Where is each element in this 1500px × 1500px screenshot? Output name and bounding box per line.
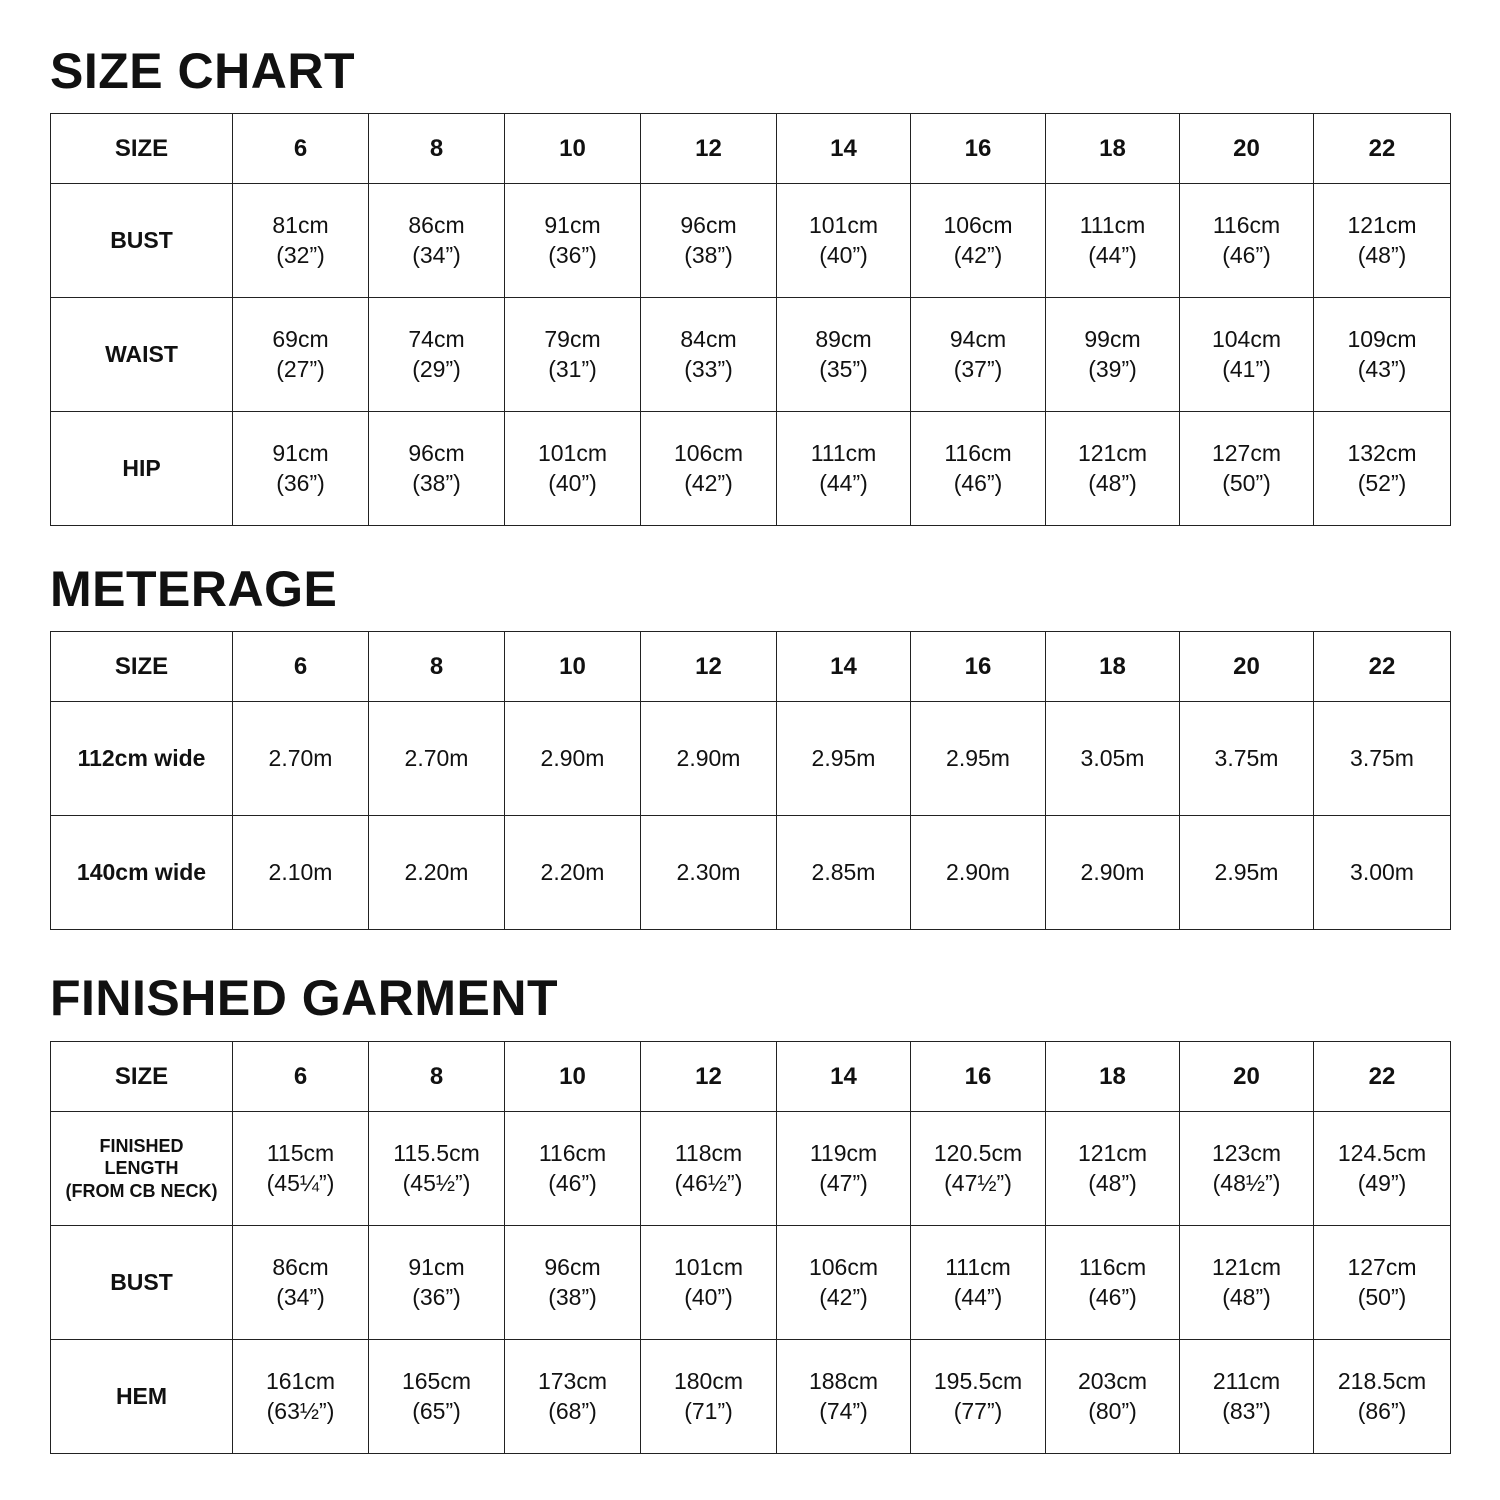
meterage-cell: 2.70m: [369, 702, 505, 816]
inch-value: (44”): [1088, 241, 1137, 268]
inch-value: (38”): [684, 241, 733, 268]
cm-value: 119cm: [809, 1139, 878, 1166]
cm-value: 101cm: [808, 211, 879, 238]
table-row: [51, 1340, 1451, 1454]
cm-value: 86cm: [408, 211, 465, 238]
measurement-cell: [777, 1112, 911, 1226]
inch-value: (38”): [548, 1283, 597, 1310]
meterage-cell: 2.10m: [233, 816, 369, 930]
measurement-cell: [1180, 412, 1314, 526]
measurement-cell: [1180, 184, 1314, 298]
cm-value: 101cm: [673, 1253, 744, 1280]
cm-value: 132cm: [1347, 439, 1417, 466]
measurement-cell: [369, 1340, 505, 1454]
meterage-cell: 2.95m: [777, 702, 911, 816]
measurement-cell: [505, 1340, 641, 1454]
cm-value: 106cm: [808, 1253, 879, 1280]
measurement-cell: [1180, 1226, 1314, 1340]
measurement-cell: [1314, 412, 1451, 526]
inch-value: (44”): [819, 469, 868, 496]
inch-value: (46”): [1222, 241, 1271, 268]
inch-value: (77”): [953, 1397, 1003, 1424]
size-header-cell: 14: [777, 1042, 911, 1112]
row-label: 112cm wide: [51, 702, 233, 816]
row-label-line: FINISHED: [99, 1135, 184, 1156]
inch-value: (40”): [548, 469, 597, 496]
measurement-cell: [505, 412, 641, 526]
inch-value: (48”): [1088, 1169, 1137, 1196]
cm-value: 74cm: [408, 325, 465, 352]
cm-value: 116cm: [944, 439, 1012, 466]
inch-value: (43”): [1357, 355, 1407, 382]
table-row: [51, 1112, 1451, 1226]
meterage-cell: 2.30m: [641, 816, 777, 930]
cm-value: 161cm: [265, 1367, 336, 1394]
cm-value: 121cm: [1347, 211, 1417, 238]
inch-value: (31”): [548, 355, 597, 382]
inch-value: (29”): [412, 355, 461, 382]
size-header-cell: 6: [233, 1042, 369, 1112]
size-header-cell: 6: [233, 114, 369, 184]
cm-value: 180cm: [673, 1367, 744, 1394]
size-header-cell: 12: [641, 1042, 777, 1112]
cm-value: 218.5cm: [1337, 1367, 1427, 1394]
meterage-cell: 2.90m: [1046, 816, 1180, 930]
size-header-cell: 18: [1046, 1042, 1180, 1112]
inch-value: (46”): [548, 1169, 597, 1196]
size-header-cell: 12: [641, 114, 777, 184]
cm-value: 165cm: [401, 1367, 472, 1394]
cm-value: 116cm: [1212, 211, 1281, 238]
inch-value: (32”): [276, 241, 325, 268]
measurement-cell: [1046, 412, 1180, 526]
inch-value: (46”): [1088, 1283, 1137, 1310]
row-label: 140cm wide: [51, 816, 233, 930]
cm-value: 91cm: [408, 1253, 465, 1280]
row-label: WAIST: [51, 298, 233, 412]
inch-value: (34”): [276, 1283, 325, 1310]
measurement-cell: [911, 298, 1046, 412]
measurement-cell: [233, 1226, 369, 1340]
cm-value: 124.5cm: [1337, 1139, 1427, 1166]
measurement-cell: [1046, 1112, 1180, 1226]
size-header-cell: 16: [911, 1042, 1046, 1112]
cm-value: 86cm: [272, 1253, 329, 1280]
inch-value: (48½”): [1212, 1169, 1281, 1196]
inch-value: (39”): [1088, 355, 1137, 382]
inch-value: (86”): [1357, 1397, 1407, 1424]
cm-value: 91cm: [544, 211, 601, 238]
cm-value: 195.5cm: [933, 1367, 1023, 1394]
measurement-cell: [1314, 184, 1451, 298]
cm-value: 84cm: [680, 325, 737, 352]
measurement-cell: [369, 184, 505, 298]
cm-value: 121cm: [1077, 439, 1148, 466]
measurement-cell: [1314, 298, 1451, 412]
cm-value: 79cm: [544, 325, 601, 352]
inch-value: (42”): [819, 1283, 868, 1310]
inch-value: (68”): [548, 1397, 597, 1424]
row-label: [51, 1112, 233, 1226]
measurement-cell: [505, 184, 641, 298]
measurement-cell: [777, 298, 911, 412]
cm-value: 127cm: [1347, 1253, 1417, 1280]
meterage-cell: 2.20m: [369, 816, 505, 930]
inch-value: (27”): [276, 355, 325, 382]
measurement-cell: [777, 184, 911, 298]
table-header-row: [51, 1042, 1451, 1112]
size-chart-table: [50, 113, 1451, 526]
meterage-cell: 2.90m: [911, 816, 1046, 930]
inch-value: (36”): [412, 1283, 461, 1310]
measurement-cell: [641, 1226, 777, 1340]
cm-value: 89cm: [815, 325, 872, 352]
meterage-cell: 3.05m: [1046, 702, 1180, 816]
inch-value: (40”): [684, 1283, 733, 1310]
inch-value: (48”): [1357, 241, 1407, 268]
inch-value: (45¼”): [266, 1169, 335, 1196]
cm-value: 188cm: [808, 1367, 879, 1394]
meterage-cell: 2.85m: [777, 816, 911, 930]
cm-value: 120.5cm: [933, 1139, 1023, 1166]
measurement-cell: [233, 1112, 369, 1226]
size-header-cell: 22: [1314, 632, 1451, 702]
inch-value: (52”): [1357, 469, 1407, 496]
meterage-cell: 3.75m: [1314, 702, 1451, 816]
meterage-cell: 2.90m: [505, 702, 641, 816]
meterage-title: METERAGE: [50, 561, 338, 617]
meterage-cell: 2.95m: [1180, 816, 1314, 930]
cm-value: 121cm: [1077, 1139, 1148, 1166]
cm-value: 106cm: [673, 439, 744, 466]
cm-value: 123cm: [1211, 1139, 1282, 1166]
measurement-cell: [369, 412, 505, 526]
size-header-cell: 10: [505, 114, 641, 184]
cm-value: 104cm: [1211, 325, 1282, 352]
measurement-cell: [777, 412, 911, 526]
size-header-cell: 10: [505, 1042, 641, 1112]
finished-garment-table: [50, 1041, 1451, 1454]
measurement-cell: [1046, 1340, 1180, 1454]
cm-value: 173cm: [537, 1367, 608, 1394]
measurement-cell: [641, 412, 777, 526]
inch-value: (42”): [684, 469, 733, 496]
measurement-cell: [233, 298, 369, 412]
meterage-cell: 2.70m: [233, 702, 369, 816]
measurement-cell: [1314, 1112, 1451, 1226]
measurement-cell: [369, 298, 505, 412]
cm-value: 99cm: [1084, 325, 1141, 352]
size-header-cell: 22: [1314, 114, 1451, 184]
inch-value: (50”): [1357, 1283, 1407, 1310]
cm-value: 111cm: [810, 439, 877, 466]
cm-value: 127cm: [1211, 439, 1282, 466]
measurement-cell: [911, 1340, 1046, 1454]
cm-value: 96cm: [544, 1253, 601, 1280]
inch-value: (47½”): [944, 1169, 1012, 1196]
inch-value: (49”): [1357, 1169, 1407, 1196]
measurement-cell: [369, 1112, 505, 1226]
inch-value: (35”): [819, 355, 868, 382]
size-header-cell: 20: [1180, 114, 1314, 184]
inch-value: (83”): [1222, 1397, 1271, 1424]
measurement-cell: [911, 1112, 1046, 1226]
measurement-cell: [1180, 1340, 1314, 1454]
cm-value: 203cm: [1077, 1367, 1148, 1394]
inch-value: (65”): [412, 1397, 461, 1424]
inch-value: (48”): [1222, 1283, 1271, 1310]
size-header-cell: 20: [1180, 1042, 1314, 1112]
inch-value: (36”): [548, 241, 597, 268]
cm-value: 116cm: [1078, 1253, 1147, 1280]
size-header-cell: 10: [505, 632, 641, 702]
table-row: [51, 702, 1451, 816]
measurement-cell: [233, 1340, 369, 1454]
inch-value: (41”): [1222, 355, 1271, 382]
size-header-cell: 20: [1180, 632, 1314, 702]
inch-value: (63½”): [266, 1397, 335, 1424]
row-label-line: LENGTH: [104, 1158, 179, 1179]
measurement-cell: [641, 1112, 777, 1226]
size-header-cell: 18: [1046, 632, 1180, 702]
cm-value: 96cm: [408, 439, 465, 466]
inch-value: (47”): [819, 1169, 868, 1196]
cm-value: 109cm: [1347, 325, 1417, 352]
inch-value: (74”): [819, 1397, 868, 1424]
inch-value: (42”): [953, 241, 1003, 268]
row-label: BUST: [51, 1226, 233, 1340]
cm-value: 115.5cm: [393, 1139, 480, 1166]
measurement-cell: [1046, 298, 1180, 412]
measurement-cell: [777, 1226, 911, 1340]
table-row: [51, 184, 1451, 298]
inch-value: (44”): [953, 1283, 1003, 1310]
row-label: BUST: [51, 184, 233, 298]
size-header-cell: 14: [777, 114, 911, 184]
measurement-cell: [505, 1112, 641, 1226]
finished-garment-title: FINISHED GARMENT: [50, 970, 558, 1026]
meterage-cell: 3.75m: [1180, 702, 1314, 816]
table-header-row: [51, 632, 1451, 702]
measurement-cell: [911, 1226, 1046, 1340]
inch-value: (71”): [684, 1397, 733, 1424]
cm-value: 101cm: [537, 439, 608, 466]
size-header-cell: 16: [911, 632, 1046, 702]
inch-value: (46”): [953, 469, 1003, 496]
size-header-cell: 12: [641, 632, 777, 702]
measurement-cell: [233, 412, 369, 526]
meterage-cell: 2.90m: [641, 702, 777, 816]
cm-value: 116cm: [538, 1139, 607, 1166]
cm-value: 121cm: [1211, 1253, 1282, 1280]
size-header-cell: 8: [369, 632, 505, 702]
size-header-cell: 8: [369, 1042, 505, 1112]
table-row: [51, 412, 1451, 526]
table-row: [51, 298, 1451, 412]
measurement-cell: [641, 1340, 777, 1454]
inch-value: (34”): [412, 241, 461, 268]
meterage-cell: 2.20m: [505, 816, 641, 930]
row-label: HEM: [51, 1340, 233, 1454]
size-header-cell: 8: [369, 114, 505, 184]
measurement-cell: [1314, 1340, 1451, 1454]
inch-value: (45½”): [402, 1169, 471, 1196]
measurement-cell: [1314, 1226, 1451, 1340]
measurement-cell: [505, 1226, 641, 1340]
inch-value: (40”): [819, 241, 868, 268]
cm-value: 118cm: [674, 1139, 743, 1166]
row-label-line: (FROM CB NECK): [65, 1180, 218, 1201]
measurement-cell: [369, 1226, 505, 1340]
size-header-cell: 18: [1046, 114, 1180, 184]
size-chart-title: SIZE CHART: [50, 43, 355, 99]
meterage-table: [50, 631, 1451, 930]
size-header-cell: 16: [911, 114, 1046, 184]
inch-value: (37”): [953, 355, 1003, 382]
measurement-cell: [1180, 1112, 1314, 1226]
size-header-cell: SIZE: [51, 1042, 233, 1112]
cm-value: 111cm: [1079, 211, 1146, 238]
size-header-cell: SIZE: [51, 632, 233, 702]
measurement-cell: [641, 298, 777, 412]
size-header-cell: SIZE: [51, 114, 233, 184]
measurement-cell: [233, 184, 369, 298]
measurement-cell: [641, 184, 777, 298]
measurement-cell: [777, 1340, 911, 1454]
cm-value: 111cm: [945, 1253, 1011, 1280]
measurement-cell: [1180, 298, 1314, 412]
cm-value: 94cm: [949, 325, 1007, 352]
cm-value: 81cm: [272, 211, 329, 238]
inch-value: (36”): [276, 469, 325, 496]
inch-value: (33”): [684, 355, 733, 382]
size-header-cell: 22: [1314, 1042, 1451, 1112]
cm-value: 115cm: [266, 1139, 335, 1166]
measurement-cell: [1046, 1226, 1180, 1340]
inch-value: (80”): [1088, 1397, 1137, 1424]
cm-value: 91cm: [272, 439, 329, 466]
cm-value: 211cm: [1212, 1367, 1281, 1394]
meterage-cell: 3.00m: [1314, 816, 1451, 930]
cm-value: 106cm: [943, 211, 1013, 238]
cm-value: 96cm: [680, 211, 737, 238]
row-label: HIP: [51, 412, 233, 526]
inch-value: (38”): [412, 469, 461, 496]
cm-value: 69cm: [272, 325, 329, 352]
size-header-cell: 14: [777, 632, 911, 702]
inch-value: (48”): [1088, 469, 1137, 496]
table-row: [51, 816, 1451, 930]
table-header-row: [51, 114, 1451, 184]
measurement-cell: [1046, 184, 1180, 298]
inch-value: (46½”): [674, 1169, 743, 1196]
inch-value: (50”): [1222, 469, 1271, 496]
measurement-cell: [911, 412, 1046, 526]
meterage-cell: 2.95m: [911, 702, 1046, 816]
measurement-cell: [505, 298, 641, 412]
size-header-cell: 6: [233, 632, 369, 702]
measurement-cell: [911, 184, 1046, 298]
table-row: [51, 1226, 1451, 1340]
